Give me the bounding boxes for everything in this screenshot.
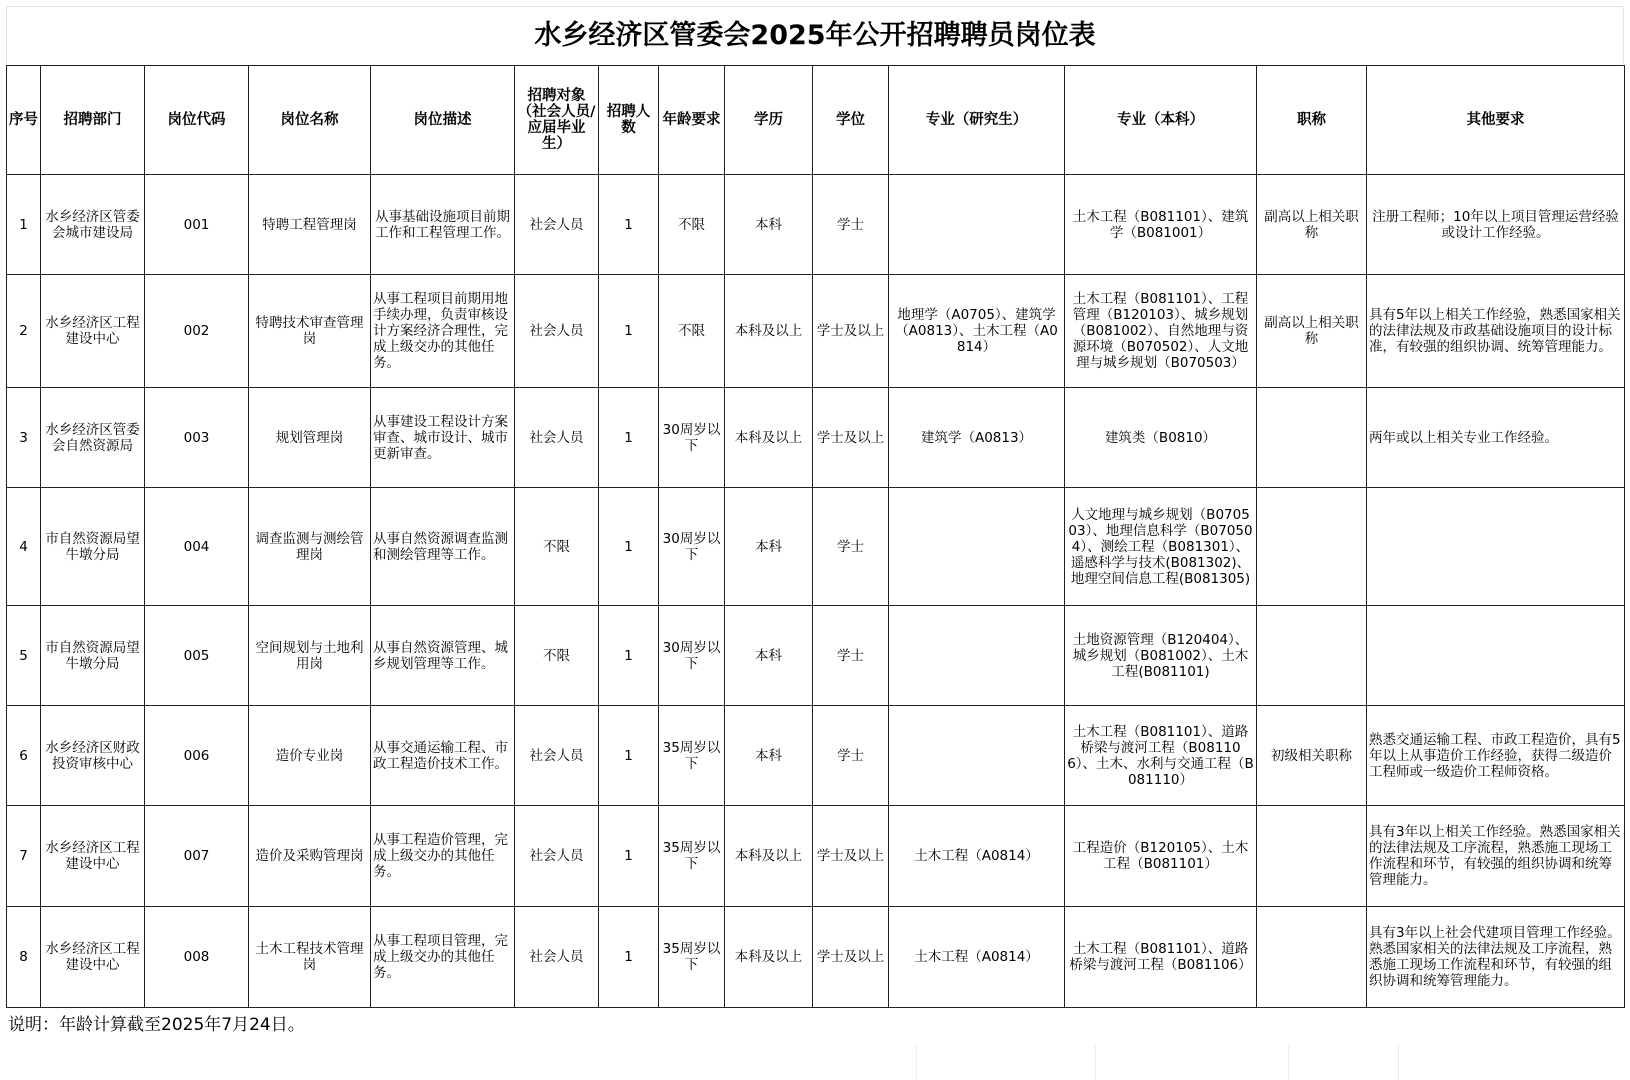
cell-age: 不限 [659, 175, 725, 275]
cell-other: 具有5年以上相关工作经验，熟悉国家相关的法律法规及市政基础设施项目的设计标准，有较强的组织协调、统筹管理能力。 [1367, 275, 1625, 388]
positions-table [6, 65, 1625, 1008]
cell-name: 空间规划与土地利用岗 [249, 606, 371, 706]
cell-code: 002 [145, 275, 249, 388]
cell-seq: 4 [7, 488, 41, 606]
cell-edu: 本科 [725, 488, 813, 606]
cell-age: 不限 [659, 275, 725, 388]
cell-edu: 本科及以上 [725, 806, 813, 907]
cell-other: 熟悉交通运输工程、市政工程造价，具有5年以上从事造价工作经验，获得二级造价工程师或一级造价工程师资格。 [1367, 706, 1625, 806]
cell-dept: 水乡经济区财政投资审核中心 [41, 706, 145, 806]
cell-code: 004 [145, 488, 249, 606]
cell-major-ug: 土木工程（B081101）、道路桥梁与渡河工程（B081106） [1065, 907, 1257, 1008]
cell-count: 1 [599, 806, 659, 907]
cell-edu: 本科及以上 [725, 388, 813, 488]
faint-gridline [1095, 1045, 1096, 1080]
table-row [7, 907, 1625, 1008]
table-row [7, 488, 1625, 606]
col-header-desc: 岗位描述 [371, 66, 515, 175]
cell-count: 1 [599, 488, 659, 606]
recruitment-sheet [6, 6, 1624, 1042]
faint-gridline [1288, 1045, 1289, 1080]
cell-code: 005 [145, 606, 249, 706]
cell-code: 006 [145, 706, 249, 806]
cell-target: 不限 [515, 606, 599, 706]
cell-title: 副高以上相关职称 [1257, 175, 1367, 275]
cell-other: 注册工程师；10年以上项目管理运营经验或设计工作经验。 [1367, 175, 1625, 275]
cell-desc: 从事自然资源管理、城乡规划管理等工作。 [371, 606, 515, 706]
cell-code: 003 [145, 388, 249, 488]
cell-title [1257, 488, 1367, 606]
cell-degree: 学士及以上 [813, 275, 889, 388]
cell-desc: 从事自然资源调查监测和测绘管理等工作。 [371, 488, 515, 606]
cell-desc: 从事工程项目前期用地手续办理，负责审核设计方案经济合理性，完成上级交办的其他任务。 [371, 275, 515, 388]
cell-desc: 从事工程造价管理，完成上级交办的其他任务。 [371, 806, 515, 907]
cell-title [1257, 606, 1367, 706]
table-row [7, 275, 1625, 388]
cell-code: 007 [145, 806, 249, 907]
col-header-dept: 招聘部门 [41, 66, 145, 175]
cell-title [1257, 907, 1367, 1008]
faint-gridline [916, 1045, 917, 1080]
cell-count: 1 [599, 388, 659, 488]
table-row [7, 606, 1625, 706]
cell-major-grad: 建筑学（A0813） [889, 388, 1065, 488]
cell-count: 1 [599, 606, 659, 706]
table-row [7, 806, 1625, 907]
table-row [7, 706, 1625, 806]
cell-major-grad: 土木工程（A0814） [889, 907, 1065, 1008]
cell-major-grad: 地理学（A0705）、建筑学（A0813）、土木工程（A0814） [889, 275, 1065, 388]
col-header-seq: 序号 [7, 66, 41, 175]
cell-major-ug: 土木工程（B081101）、建筑学（B081001） [1065, 175, 1257, 275]
cell-title [1257, 388, 1367, 488]
cell-age: 35周岁以下 [659, 907, 725, 1008]
cell-other: 具有3年以上社会代建项目管理工作经验。熟悉国家相关的法律法规及工序流程，熟悉施工现场工作流程和环节，有较强的组织协调和统筹管理能力。 [1367, 907, 1625, 1008]
cell-seq: 2 [7, 275, 41, 388]
cell-major-grad [889, 706, 1065, 806]
cell-age: 30周岁以下 [659, 388, 725, 488]
cell-major-ug: 土木工程（B081101）、道路桥梁与渡河工程（B081106）、土木、水利与交通工程（B081110） [1065, 706, 1257, 806]
faint-gridline [1398, 1045, 1399, 1080]
cell-dept: 水乡经济区管委会自然资源局 [41, 388, 145, 488]
cell-degree: 学士 [813, 175, 889, 275]
cell-desc: 从事建设工程设计方案审查、城市设计、城市更新审查。 [371, 388, 515, 488]
cell-edu: 本科及以上 [725, 275, 813, 388]
col-header-other: 其他要求 [1367, 66, 1625, 175]
col-header-title: 职称 [1257, 66, 1367, 175]
cell-name: 特聘工程管理岗 [249, 175, 371, 275]
cell-target: 社会人员 [515, 806, 599, 907]
cell-target: 不限 [515, 488, 599, 606]
table-header-row [7, 66, 1625, 175]
cell-dept: 市自然资源局望牛墩分局 [41, 488, 145, 606]
cell-dept: 水乡经济区工程建设中心 [41, 907, 145, 1008]
col-header-code: 岗位代码 [145, 66, 249, 175]
page-title: 水乡经济区管委会2025年公开招聘聘员岗位表 [6, 6, 1624, 65]
cell-degree: 学士及以上 [813, 806, 889, 907]
cell-age: 30周岁以下 [659, 488, 725, 606]
cell-target: 社会人员 [515, 706, 599, 806]
cell-count: 1 [599, 275, 659, 388]
table-row [7, 388, 1625, 488]
cell-name: 规划管理岗 [249, 388, 371, 488]
cell-name: 造价专业岗 [249, 706, 371, 806]
cell-edu: 本科及以上 [725, 907, 813, 1008]
cell-desc: 从事工程项目管理，完成上级交办的其他任务。 [371, 907, 515, 1008]
cell-major-grad [889, 606, 1065, 706]
cell-seq: 7 [7, 806, 41, 907]
cell-code: 001 [145, 175, 249, 275]
cell-other: 具有3年以上相关工作经验。熟悉国家相关的法律法规及工序流程，熟悉施工现场工作流程和环节，有较强的组织协调和统筹管理能力。 [1367, 806, 1625, 907]
cell-target: 社会人员 [515, 275, 599, 388]
cell-dept: 水乡经济区工程建设中心 [41, 806, 145, 907]
cell-major-grad: 土木工程（A0814） [889, 806, 1065, 907]
cell-seq: 5 [7, 606, 41, 706]
col-header-major-ug: 专业（本科） [1065, 66, 1257, 175]
col-header-count: 招聘人数 [599, 66, 659, 175]
cell-other [1367, 606, 1625, 706]
col-header-target: 招聘对象（社会人员/应届毕业生） [515, 66, 599, 175]
cell-code: 008 [145, 907, 249, 1008]
cell-title: 初级相关职称 [1257, 706, 1367, 806]
col-header-age: 年龄要求 [659, 66, 725, 175]
cell-degree: 学士 [813, 606, 889, 706]
cell-degree: 学士 [813, 706, 889, 806]
cell-seq: 3 [7, 388, 41, 488]
cell-seq: 6 [7, 706, 41, 806]
cell-edu: 本科 [725, 706, 813, 806]
cell-age: 30周岁以下 [659, 606, 725, 706]
cell-edu: 本科 [725, 606, 813, 706]
cell-count: 1 [599, 907, 659, 1008]
cell-degree: 学士及以上 [813, 907, 889, 1008]
col-header-name: 岗位名称 [249, 66, 371, 175]
footnote: 说明：年龄计算截至2025年7月24日。 [8, 1015, 305, 1035]
cell-degree: 学士 [813, 488, 889, 606]
cell-target: 社会人员 [515, 388, 599, 488]
col-header-major-grad: 专业（研究生） [889, 66, 1065, 175]
cell-target: 社会人员 [515, 175, 599, 275]
cell-name: 造价及采购管理岗 [249, 806, 371, 907]
cell-age: 35周岁以下 [659, 806, 725, 907]
cell-desc: 从事基础设施项目前期工作和工程管理工作。 [371, 175, 515, 275]
col-header-degree: 学位 [813, 66, 889, 175]
cell-title: 副高以上相关职称 [1257, 275, 1367, 388]
col-header-edu: 学历 [725, 66, 813, 175]
cell-dept: 水乡经济区工程建设中心 [41, 275, 145, 388]
cell-major-ug: 工程造价（B120105）、土木工程（B081101） [1065, 806, 1257, 907]
cell-desc: 从事交通运输工程、市政工程造价技术工作。 [371, 706, 515, 806]
cell-dept: 市自然资源局望牛墩分局 [41, 606, 145, 706]
cell-major-ug: 土地资源管理（B120404）、城乡规划（B081002）、土木工程(B081101) [1065, 606, 1257, 706]
cell-major-ug: 人文地理与城乡规划（B070503）、地理信息科学（B070504）、测绘工程（B081301）、遥感科学与技术(B081302)、地理空间信息工程(B081305) [1065, 488, 1257, 606]
cell-other: 两年或以上相关专业工作经验。 [1367, 388, 1625, 488]
cell-major-ug: 建筑类（B0810） [1065, 388, 1257, 488]
cell-major-grad [889, 175, 1065, 275]
cell-age: 35周岁以下 [659, 706, 725, 806]
cell-name: 土木工程技术管理岗 [249, 907, 371, 1008]
cell-dept: 水乡经济区管委会城市建设局 [41, 175, 145, 275]
cell-degree: 学士及以上 [813, 388, 889, 488]
table-row [7, 175, 1625, 275]
cell-name: 特聘技术审查管理岗 [249, 275, 371, 388]
cell-target: 社会人员 [515, 907, 599, 1008]
cell-other [1367, 488, 1625, 606]
cell-title [1257, 806, 1367, 907]
cell-seq: 1 [7, 175, 41, 275]
cell-count: 1 [599, 175, 659, 275]
cell-major-grad [889, 488, 1065, 606]
cell-name: 调查监测与测绘管理岗 [249, 488, 371, 606]
cell-edu: 本科 [725, 175, 813, 275]
cell-seq: 8 [7, 907, 41, 1008]
cell-major-ug: 土木工程（B081101）、工程管理（B120103）、城乡规划（B081002）、自然地理与资源环境（B070502）、人文地理与城乡规划（B070503） [1065, 275, 1257, 388]
cell-count: 1 [599, 706, 659, 806]
